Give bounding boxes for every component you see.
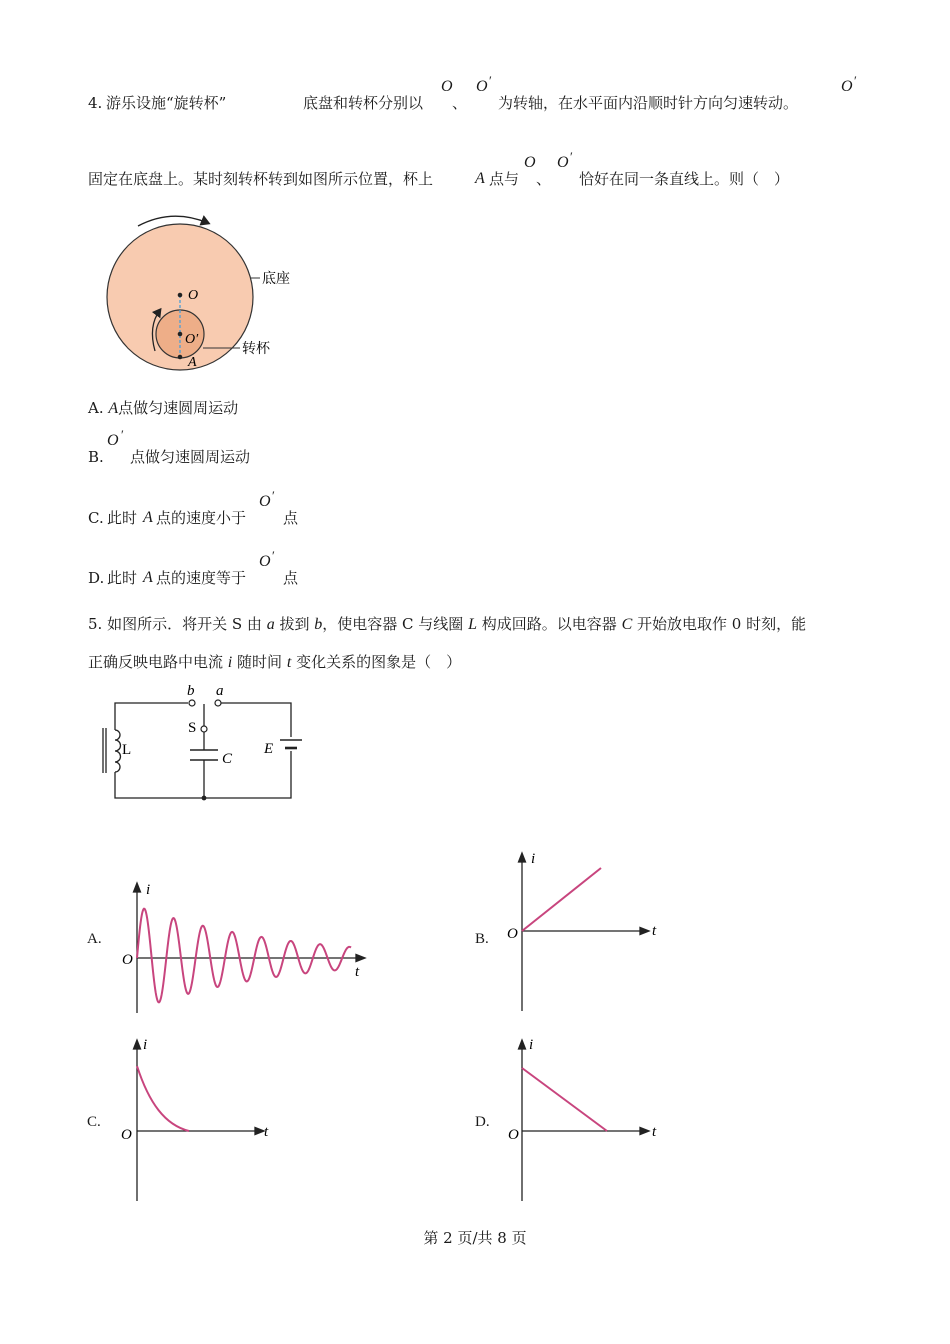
terminal-b: [189, 700, 195, 706]
graph-A-label: A.: [87, 931, 102, 947]
graph-C-x-arrow: [255, 1128, 264, 1135]
label-a: a: [216, 683, 224, 699]
q5-sym-b: b: [314, 616, 323, 633]
point-Op: [178, 332, 183, 337]
q4-option-C-label: C.: [88, 509, 104, 527]
q4-option-C-text: 点的速度小于: [156, 509, 247, 527]
graph-D-y-arrow: [519, 1040, 526, 1049]
q4-number: 4.: [88, 94, 103, 112]
graph-B-axis-t: t: [652, 923, 657, 939]
q4-option-A-sym: A: [108, 400, 119, 417]
graph-D: [500, 1033, 675, 1205]
q4-prime-1: ′: [489, 73, 492, 88]
graph-C-axis-t: t: [264, 1124, 269, 1140]
q4-option-D-prime: ′: [272, 548, 275, 563]
graph-B: [500, 846, 675, 1018]
graph-A: [115, 878, 370, 1018]
q5-number: 5.: [88, 615, 103, 633]
graph-B-axis-i: i: [531, 851, 536, 867]
q5-line2: [88, 652, 461, 674]
graph-B-y-arrow: [519, 853, 526, 862]
q4-option-C-Op: O: [259, 493, 271, 510]
graph-A-axis-t: t: [355, 964, 360, 980]
graph-A-axis-i: i: [146, 882, 151, 898]
q4-option-A-label: A.: [88, 399, 104, 417]
q5-text-c: ，使电容器 C 与线圈: [322, 615, 464, 633]
graph-D-origin: O: [508, 1127, 519, 1143]
q4-option-C-pre: 此时: [107, 509, 138, 527]
q4-option-D-Op: O: [259, 553, 271, 570]
q4-line2: [88, 149, 868, 193]
q4-line2-sym-O: O: [524, 154, 536, 171]
q5-sym-i: i: [227, 654, 233, 671]
q5-text-b: 拔到: [279, 615, 310, 633]
q4-line2-sym-A: A: [475, 170, 485, 187]
graph-B-x-arrow: [640, 928, 649, 935]
graph-B-label: B.: [475, 931, 489, 947]
q4-text-c: 为转轴，在水平面内沿顺时针方向匀速转动。: [498, 94, 799, 112]
q4-prime-2: ′: [854, 73, 857, 88]
q4-option-D-label: D.: [88, 569, 105, 587]
q5-line1: [88, 614, 806, 636]
label-A: A: [188, 355, 197, 370]
graph-D-label: D.: [475, 1114, 490, 1130]
graph-A-x-arrow: [356, 955, 365, 962]
q5-sym-C: C: [621, 616, 633, 633]
graph-D-axis-i: i: [529, 1037, 534, 1053]
terminal-a: [215, 700, 221, 706]
q4-option-B-text: 点做匀速圆周运动: [130, 448, 251, 466]
q4-option-C: [88, 488, 388, 532]
q4-option-B-prime: ′: [121, 427, 124, 442]
q4-sep: 、: [452, 94, 468, 112]
point-O: [178, 293, 183, 298]
q5-text-a: 如图所示．将开关 S 由: [107, 615, 262, 633]
graph-C-y-arrow: [134, 1040, 141, 1049]
label-base: 底座: [262, 271, 290, 287]
q4-sym-Op: O: [476, 78, 488, 95]
q4-figure: [100, 208, 320, 373]
label-Op: O′: [185, 332, 199, 347]
q4-option-A-text: 点做匀速圆周运动: [118, 399, 239, 417]
q4-line1: [88, 73, 868, 117]
q4-option-B-label: B.: [88, 448, 104, 466]
point-A: [178, 355, 183, 360]
q4-line2-prime: ′: [570, 149, 573, 164]
switch-pivot: [201, 726, 207, 732]
q5-sym-a: a: [266, 616, 275, 633]
q4-sym-Op-end: O: [841, 78, 853, 95]
label-b: b: [187, 683, 195, 699]
q5-sym-t: t: [286, 654, 292, 671]
q4-line2-a: 固定在底盘上。某时刻转杯转到如图所示位置，杯上: [88, 170, 434, 188]
q5-line2-c: 变化关系的图象是（ ）: [296, 653, 462, 671]
label-C: C: [222, 751, 233, 767]
q4-text-b: 底盘和转杯分别以: [303, 94, 424, 112]
q4-option-C-sym: A: [143, 509, 153, 526]
junction-dot: [202, 796, 207, 801]
label-E: E: [264, 741, 274, 757]
q4-line2-sep: 、: [536, 170, 552, 188]
label-L: L: [122, 742, 132, 758]
graph-C-label: C.: [87, 1114, 101, 1130]
q5-circuit: [95, 680, 310, 805]
q4-option-A: [88, 398, 238, 420]
label-cup: 转杯: [242, 341, 270, 357]
graph-B-origin: O: [507, 926, 518, 942]
q5-sym-L: L: [468, 616, 477, 633]
q5-text-e: 开始放电取作 0 时刻，能: [637, 615, 807, 633]
q4-option-C-post: 点: [283, 509, 299, 527]
q4-line2-b: 点与: [489, 170, 520, 188]
graph-B-curve: [522, 868, 601, 931]
graph-D-axis-t: t: [652, 1124, 657, 1140]
graph-A-origin: O: [122, 952, 133, 968]
q4-option-D-sym: A: [143, 569, 153, 586]
page-footer: 第 2 页/共 8 页: [423, 1229, 527, 1247]
q5-line2-b: 随时间: [237, 653, 283, 671]
graph-C: [115, 1033, 280, 1205]
q4-option-B: [88, 427, 388, 471]
q5-line2-a: 正确反映电路中电流: [88, 653, 224, 671]
graph-C-axis-i: i: [143, 1037, 148, 1053]
graph-C-curve: [137, 1066, 189, 1131]
graph-D-curve: [522, 1068, 607, 1131]
q4-option-D-text: 点的速度等于: [156, 569, 247, 587]
graph-A-y-arrow: [134, 883, 141, 892]
q4-option-B-sym: O: [107, 432, 119, 449]
q4-line2-sym-Op: O: [557, 154, 569, 171]
q4-option-D-post: 点: [283, 569, 299, 587]
inductor-coil: [103, 728, 121, 773]
q4-option-D: [88, 548, 388, 592]
q4-line2-c: 恰好在同一条直线上。则（ ）: [579, 170, 790, 188]
graph-A-curve: [137, 909, 351, 1003]
label-O: O: [188, 288, 199, 303]
graph-C-origin: O: [121, 1127, 132, 1143]
q4-sym-O: O: [441, 78, 453, 95]
q4-text-a: 游乐设施“旋转杯”: [106, 94, 227, 112]
q5-text-d: 构成回路。以电容器: [481, 615, 617, 633]
label-S: S: [188, 720, 197, 736]
graph-D-x-arrow: [640, 1128, 649, 1135]
q4-option-D-pre: 此时: [107, 569, 138, 587]
q4-option-C-prime: ′: [272, 488, 275, 503]
